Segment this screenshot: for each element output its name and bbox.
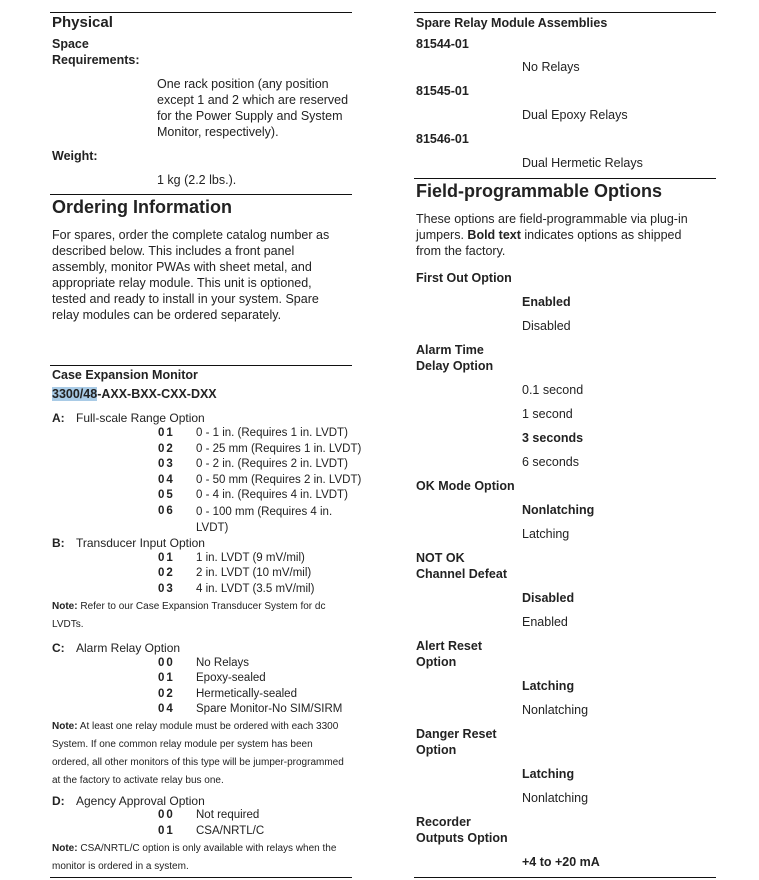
first-out-label: First Out Option bbox=[416, 271, 512, 285]
weight-value: 1 kg (2.2 lbs.). bbox=[157, 173, 237, 187]
option-d-item: CSA/NRTL/C bbox=[196, 825, 265, 837]
physical-heading: Physical bbox=[52, 14, 113, 31]
option-d-title: Agency Approval Option bbox=[76, 794, 205, 808]
top-rule-right bbox=[414, 12, 716, 13]
option-d-code: 01 bbox=[158, 825, 175, 837]
field-intro bbox=[416, 211, 706, 259]
option-b-item: 1 in. LVDT (9 mV/mil) bbox=[196, 552, 305, 564]
spare-part-number: 81545-01 bbox=[416, 84, 469, 98]
note-text: Refer to our Case Expansion Transducer System for dc LVDTs. bbox=[52, 601, 326, 630]
requirements-label: Requirements: bbox=[52, 53, 140, 67]
option-a-letter: A: bbox=[52, 411, 65, 425]
option-c-code: 00 bbox=[158, 657, 175, 669]
part-number-highlight: 3300/48 bbox=[52, 387, 98, 401]
option-d-code: 00 bbox=[158, 809, 175, 821]
ordering-text: For spares, order the complete catalog number as described below. This includes a front panel assembly, monitor PWAs with sheet metal, and appropriate relay module. This unit is optioned, tested and ready to install in your system. Spare relay modules can be ordered separately. bbox=[52, 228, 330, 322]
note-label: Note: bbox=[52, 843, 78, 854]
option-a-code: 04 bbox=[158, 474, 175, 486]
top-rule-left bbox=[50, 12, 352, 13]
option-a-item: 0 - 2 in. (Requires 2 in. LVDT) bbox=[196, 458, 348, 470]
rule-cem bbox=[50, 365, 352, 366]
alarm-time-label: Delay Option bbox=[416, 359, 494, 373]
rule-field bbox=[414, 178, 716, 179]
alert-reset-opt: Nonlatching bbox=[522, 703, 589, 717]
option-a-item: 0 - 1 in. (Requires 1 in. LVDT) bbox=[196, 427, 348, 439]
not-ok-opt-default: Disabled bbox=[522, 591, 575, 605]
option-a-item: 0 - 4 in. (Requires 4 in. LVDT) bbox=[196, 489, 348, 501]
danger-reset-label: Danger Reset bbox=[416, 727, 497, 741]
note-text: At least one relay module must be ordered with each 3300 System. If one common relay module per system has been ordered, all other monitors of this type will be jumper-programmed at the factory to activate relay bus one. bbox=[52, 721, 344, 786]
option-a-title: Full-scale Range Option bbox=[76, 411, 205, 425]
option-b-item: 2 in. LVDT (10 mV/mil) bbox=[196, 567, 312, 579]
option-b-item: 4 in. LVDT (3.5 mV/mil) bbox=[196, 583, 315, 595]
option-a-code: 01 bbox=[158, 427, 175, 439]
option-c-item: Spare Monitor-No SIM/SIRM bbox=[196, 703, 343, 715]
option-c-code: 04 bbox=[158, 703, 175, 715]
option-a-item: 0 - 100 mm (Requires 4 in. LVDT) bbox=[196, 506, 333, 534]
note-label: Note: bbox=[52, 601, 78, 612]
field-intro-part2: indicates options as shipped from the factory. bbox=[416, 228, 682, 258]
space-requirements-text: One rack position (any position except 1 and 2 which are reserved for the Power Supply and System Monitor, respectively). bbox=[157, 77, 349, 139]
option-c-item: No Relays bbox=[196, 657, 250, 669]
bottom-rule-left bbox=[50, 877, 352, 878]
alarm-time-opt: 1 second bbox=[522, 407, 573, 421]
option-d-item: Not required bbox=[196, 809, 260, 821]
field-intro-part1: These options are field-programmable via plug-in jumpers. bbox=[416, 212, 688, 242]
not-ok-label: NOT OK bbox=[416, 551, 465, 565]
option-c-letter: C: bbox=[52, 641, 65, 655]
recorder-label: Outputs Option bbox=[416, 831, 508, 845]
spare-part-desc: Dual Hermetic Relays bbox=[522, 156, 643, 170]
recorder-label: Recorder bbox=[416, 815, 471, 829]
option-c-title: Alarm Relay Option bbox=[76, 641, 181, 655]
note-label: Note: bbox=[52, 721, 78, 732]
alert-reset-label: Option bbox=[416, 655, 457, 669]
space-label: Space bbox=[52, 37, 89, 51]
cem-heading: Case Expansion Monitor bbox=[52, 368, 198, 382]
alarm-time-opt-default: 3 seconds bbox=[522, 431, 584, 445]
spare-part-number: 81544-01 bbox=[416, 37, 469, 51]
spare-relay-heading: Spare Relay Module Assemblies bbox=[416, 16, 608, 30]
option-a-item: 0 - 25 mm (Requires 1 in. LVDT) bbox=[196, 443, 362, 455]
option-d-letter: D: bbox=[52, 794, 65, 808]
spare-part-number: 81546-01 bbox=[416, 132, 469, 146]
danger-reset-label: Option bbox=[416, 743, 457, 757]
rule-ordering bbox=[50, 194, 352, 195]
option-b-code: 03 bbox=[158, 583, 175, 595]
first-out-opt: Disabled bbox=[522, 319, 571, 333]
field-intro-bold: Bold text bbox=[467, 228, 521, 242]
option-c-item: Hermetically-sealed bbox=[196, 688, 297, 700]
danger-reset-opt: Nonlatching bbox=[522, 791, 589, 805]
option-a-code: 05 bbox=[158, 489, 175, 501]
alarm-time-opt: 0.1 second bbox=[522, 383, 584, 397]
spare-part-desc: Dual Epoxy Relays bbox=[522, 108, 628, 122]
alert-reset-opt-default: Latching bbox=[522, 679, 575, 693]
ok-mode-opt-default: Nonlatching bbox=[522, 503, 595, 517]
option-b-code: 01 bbox=[158, 552, 175, 564]
option-b-letter: B: bbox=[52, 536, 65, 550]
note-text: CSA/NRTL/C option is only available with relays when the monitor is ordered in a system. bbox=[52, 843, 337, 872]
alarm-time-label: Alarm Time bbox=[416, 343, 484, 357]
not-ok-opt: Enabled bbox=[522, 615, 568, 629]
option-a-item: 0 - 50 mm (Requires 2 in. LVDT) bbox=[196, 474, 362, 486]
ok-mode-opt: Latching bbox=[522, 527, 570, 541]
ok-mode-label: OK Mode Option bbox=[416, 479, 515, 493]
option-a-code: 02 bbox=[158, 443, 175, 455]
option-c-code: 01 bbox=[158, 672, 175, 684]
option-a-code: 06 bbox=[158, 505, 175, 517]
option-a-code: 03 bbox=[158, 458, 175, 470]
weight-label: Weight: bbox=[52, 149, 98, 163]
option-d-note bbox=[52, 840, 344, 876]
option-b-code: 02 bbox=[158, 567, 175, 579]
spare-part-desc: No Relays bbox=[522, 60, 580, 74]
field-options-heading: Field-programmable Options bbox=[416, 181, 663, 201]
danger-reset-opt-default: Latching bbox=[522, 767, 575, 781]
bottom-rule-right bbox=[414, 877, 716, 878]
part-number-suffix: -AXX-BXX-CXX-DXX bbox=[97, 387, 217, 401]
not-ok-label: Channel Defeat bbox=[416, 567, 507, 581]
option-c-note bbox=[52, 718, 344, 790]
alarm-time-opt: 6 seconds bbox=[522, 455, 579, 469]
option-b-title: Transducer Input Option bbox=[76, 536, 205, 550]
option-c-code: 02 bbox=[158, 688, 175, 700]
part-number bbox=[52, 387, 217, 401]
option-b-note bbox=[52, 598, 342, 634]
option-c-item: Epoxy-sealed bbox=[196, 672, 266, 684]
alert-reset-label: Alert Reset bbox=[416, 639, 482, 653]
recorder-opt-default: +4 to +20 mA bbox=[522, 855, 600, 869]
first-out-opt-default: Enabled bbox=[522, 295, 571, 309]
ordering-heading: Ordering Information bbox=[52, 197, 232, 217]
